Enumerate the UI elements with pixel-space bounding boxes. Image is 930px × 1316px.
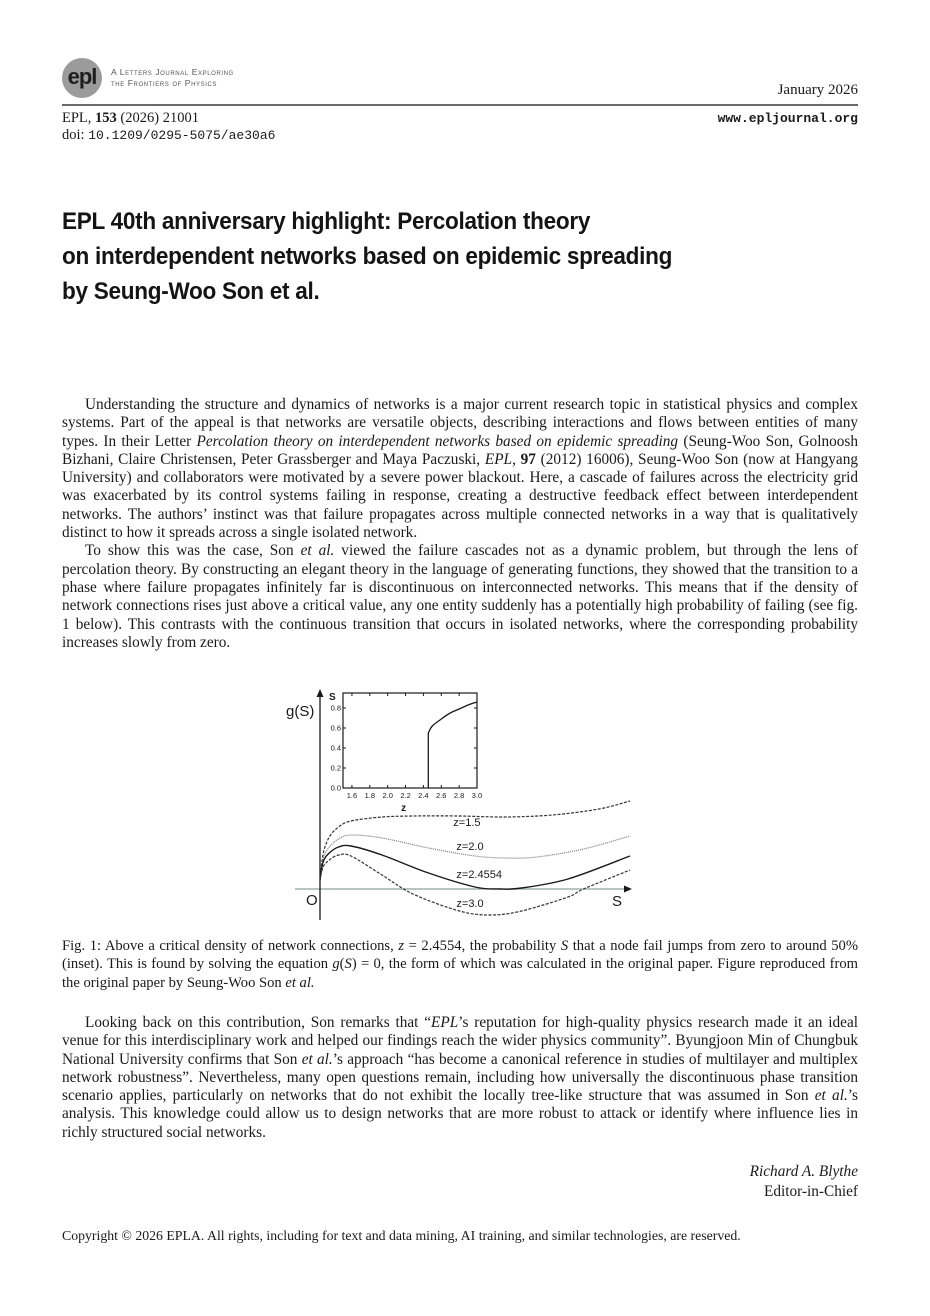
body-section-2: [62, 1014, 858, 1142]
text-run: To show this was the case, Son: [85, 542, 301, 560]
title-line-2: on interdependent networks based on epidemic spreading: [62, 243, 673, 270]
journal-name-italic: EPL: [484, 450, 513, 468]
journal-name-italic: EPL: [431, 1014, 459, 1031]
text-run: ’s approach “has become a canonical reference in studies of multilayer and multiplex network robustness”. Nevertheless, many open questions remain, including how universally the discontinuous phase transition scenario applies, particularly on networks that do not exhibit the locally tree-like structure that was assumed in Son: [62, 1050, 858, 1105]
et-al: et al.: [285, 974, 315, 991]
author-name: [750, 1162, 858, 1182]
inset-x-tick-label: 2.4: [418, 791, 429, 800]
author-name-text: Richard A. Blythe: [749, 1163, 858, 1180]
text-run: Understanding the structure and dynamics of networks is a major current research topic in statistical physics and complex systems. Part of the appeal is that networks are versatile objects, describing interactions and flows between entities of many types. In their Letter: [62, 396, 858, 450]
math-s: S: [344, 956, 352, 973]
text-run: = 2.4554, the probability: [404, 938, 561, 954]
header-divider: [62, 104, 858, 106]
text-run: Fig. 1: Above a critical density of network connections,: [62, 938, 399, 954]
inset-x-tick-label: 2.8: [453, 791, 465, 800]
tagline-line-1: A Letters Journal Exploring: [111, 67, 234, 77]
text-run: ’s reputation for high-quality physics research made it an ideal venue for this interdisciplinary work and helped our findings reach the wider physics community”. Byungjoon Min of Chungbuk National University confirms that Son: [62, 1014, 858, 1068]
inset-x-tick-label: 2.2: [400, 791, 411, 800]
g-axis-arrowhead: [317, 689, 324, 697]
figure-1-plot: [280, 680, 640, 920]
et-al: et al.: [814, 1087, 848, 1105]
inset-y-tick-label: 0.6: [330, 723, 341, 733]
math-g: g: [332, 956, 340, 973]
text-run: Looking back on this contribution, Son remarks that “: [85, 1014, 432, 1031]
inset-x-tick-label: 2.0: [382, 791, 393, 800]
letter-title: Percolation theory on interdependent networks based on epidemic spreading: [196, 432, 679, 450]
figure-1: [280, 680, 640, 920]
curve-labels: [453, 817, 502, 910]
g-axis-label: g(S): [286, 703, 315, 720]
tagline-line-2: the Frontiers of Physics: [111, 78, 218, 88]
math-s: S: [560, 938, 569, 954]
text-run: ’s analysis. This knowledge could allow us to design networks that are more robust to attack or identify where influence lies in richly structured social networks.: [62, 1087, 858, 1141]
curve-label: z=3.0: [456, 898, 484, 910]
math-z: z: [398, 938, 405, 954]
s-axis-arrowhead: [624, 886, 632, 893]
article-title: [62, 204, 761, 309]
inset-y-tick-label: 0.8: [330, 703, 341, 713]
copyright-notice: Copyright © 2026 EPLA. All rights, including for text and data mining, AI training, and similar technologies, are reserved.: [62, 1228, 741, 1243]
inset-x-tick-label: 3.0: [471, 791, 483, 800]
year-article: (2026) 21001: [120, 110, 199, 126]
inset-x-label: z: [401, 803, 407, 814]
origin-label: O: [306, 892, 318, 909]
inset-plot: [329, 692, 482, 814]
citation-line: [62, 110, 275, 127]
inset-y-tick-label: 0.2: [330, 763, 341, 773]
paragraph-1: [62, 396, 858, 542]
logo-text: epl: [67, 63, 97, 89]
epl-logo: [62, 58, 102, 98]
journal-name: EPL,: [62, 110, 92, 126]
journal-website-link[interactable]: www.epljournal.org: [717, 111, 858, 126]
et-al: et al.: [301, 1050, 333, 1068]
text-run: that a node fail jumps from zero to around 50% (inset). This is found by solving the equation: [62, 938, 858, 973]
volume-bold: 97: [520, 450, 536, 468]
figure-caption: [62, 937, 858, 992]
paragraph-3: [62, 1014, 858, 1142]
signature-block: [750, 1162, 858, 1202]
et-al: et al.: [300, 542, 335, 560]
text-run: ) = 0, the form of which was calculated in the original paper. Figure reproduced from the original paper by Seung-Woo Son: [62, 956, 858, 991]
text-run: (2012) 16006), Seung-Woo Son (now at Hangyang University) and collaborators were motivated by a severe power blackout. Here, a cascade of failures across the electricity grid was exacerbated by its control systems failing in response, creating a destructive feedback effect between interdependent networks. The authors’ instinct was that failure propagates across multiple connected networks in a way that is qualitatively distinct to how it spreads across a single isolated network.: [62, 450, 858, 542]
inset-x-tick-label: 2.6: [436, 791, 447, 800]
curve-label: z=2.0: [456, 841, 484, 853]
inset-x-tick-label: 1.6: [346, 791, 358, 800]
doi-line: [62, 127, 275, 144]
volume-number: 153: [95, 110, 117, 126]
journal-tagline: [111, 67, 234, 89]
author-role: Editor-in-Chief: [764, 1183, 858, 1200]
text-run: (: [339, 956, 345, 973]
title-line-1: EPL 40th anniversary highlight: Percolation theory: [62, 208, 591, 235]
inset-y-tick-label: 0.4: [330, 743, 341, 753]
text-run: viewed the failure cascades not as a dynamic problem, but through the lens of percolation theory. By constructing an elegant theory in the language of generating functions, they showed that the transition to a phase where failure propagates infinitely far is discontinuous on interconnected networks. This means that if the density of network connections rises just above a critical value, any one entity suddenly has a potentially high probability of failing (see fig. 1 below). This contrasts with the continuous transition that occurs in isolated networks, where the corresponding probability increases slowly from zero.: [62, 542, 858, 651]
text-run: ,: [512, 450, 521, 468]
curve-label: z=2.4554: [456, 869, 502, 881]
doi-link[interactable]: 10.1209/0295-5075/ae30a6: [88, 128, 276, 143]
s-axis-label: S: [612, 893, 623, 910]
paragraph-2: [62, 542, 858, 652]
text-run: (Seung-Woo Son, Golnoosh Bizhani, Claire Christensen, Peter Grassberger and Maya Paczuski,: [62, 432, 858, 468]
inset-y-label: S: [329, 692, 336, 703]
title-line-3: by Seung-Woo Son et al.: [62, 278, 320, 305]
journal-reference: [62, 110, 275, 144]
curve-label: z=1.5: [453, 817, 481, 829]
inset-y-tick-label: 0.0: [330, 783, 341, 793]
inset-frame: [343, 693, 477, 788]
inset-x-tick-label: 1.8: [364, 791, 376, 800]
issue-date: January 2026: [777, 82, 858, 98]
body-section-1: [62, 396, 858, 652]
doi-label: doi:: [62, 127, 85, 143]
